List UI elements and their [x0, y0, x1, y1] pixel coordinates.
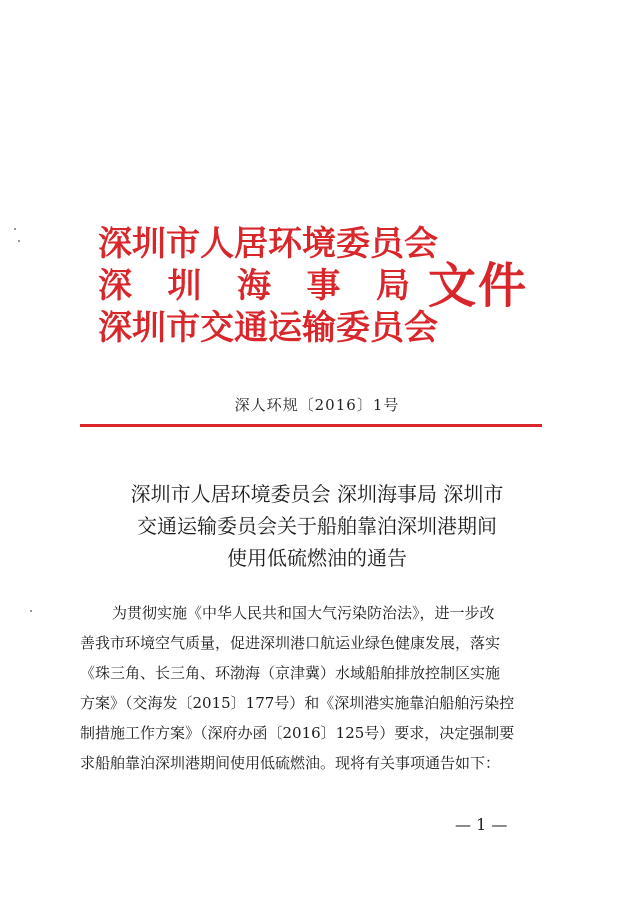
scan-speck	[14, 228, 16, 230]
body-line: 为贯彻实施《中华人民共和国大气污染防治法》，进一步改	[112, 604, 495, 622]
issuer-line-2-char: 事	[306, 266, 341, 306]
red-divider	[80, 424, 542, 427]
body-line: 求船舶靠泊深圳港期间使用低硫燃油。现将有关事项通告如下：	[80, 754, 501, 772]
notice-body	[80, 598, 550, 778]
page-number: — 1 —	[455, 815, 508, 834]
issuer-line-2-char: 圳	[167, 266, 202, 306]
issuer-header	[98, 220, 538, 350]
document-number: 深人环规〔2016〕1号	[234, 396, 400, 414]
scan-speck	[18, 240, 20, 242]
document-word: 文件	[428, 258, 529, 314]
body-line: 《珠三角、长三角、环渤海（京津冀）水域船舶排放控制区实施	[80, 664, 501, 682]
issuer-line-2-char: 局	[376, 266, 410, 306]
issuer-line-1: 深圳市人居环境委员会	[98, 224, 438, 264]
body-line: 善我市环境空气质量，促进深圳港口航运业绿色健康发展，落实	[80, 634, 501, 652]
title-line: 使用低硫燃油的通告	[227, 546, 407, 570]
scan-speck	[30, 610, 32, 612]
title-line: 交通运输委员会关于船舶靠泊深圳港期间	[137, 514, 497, 538]
title-line: 深圳市人居环境委员会 深圳海事局 深圳市	[130, 482, 504, 506]
issuer-line-2	[98, 266, 410, 306]
issuer-line-2-char: 深	[98, 266, 132, 306]
issuer-line-3: 深圳市交通运输委员会	[98, 308, 438, 348]
body-line: 制措施工作方案》（深府办函〔2016〕125号）要求，决定强制要	[80, 724, 515, 742]
notice-title	[70, 478, 564, 574]
issuer-line-2-char: 海	[237, 266, 271, 306]
body-line: 方案》（交海发〔2015〕177号）和《深圳港实施靠泊船舶污染控	[80, 694, 515, 712]
